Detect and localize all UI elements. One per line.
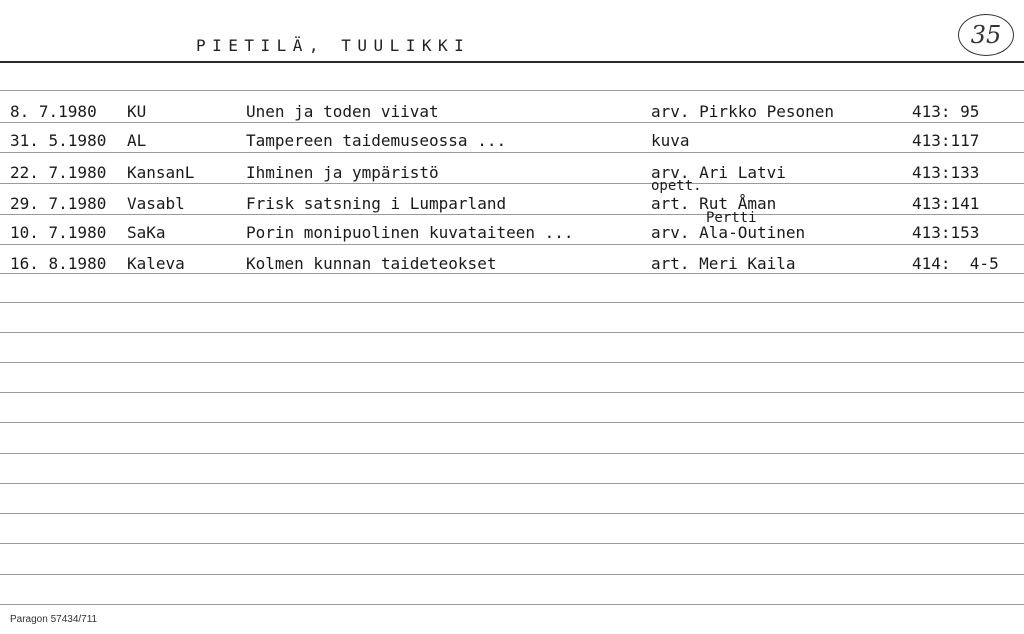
entry-note: opett. — [651, 178, 702, 194]
ruled-line — [0, 543, 1024, 544]
entry-title: Kolmen kunnan taideteokset — [246, 254, 497, 273]
entry-row — [0, 102, 1024, 132]
entry-role: art. Meri Kaila — [651, 254, 796, 273]
entry-note: Pertti — [706, 210, 757, 226]
ruled-line — [0, 90, 1024, 91]
ruled-line — [0, 453, 1024, 454]
entry-row — [0, 194, 1024, 224]
header-rule — [0, 61, 1024, 63]
entry-date: 16. 8.1980 — [10, 254, 107, 273]
entry-ref: 413:141 — [912, 194, 980, 213]
entry-title: Frisk satsning i Lumparland — [246, 194, 507, 213]
ruled-line — [0, 574, 1024, 575]
ruled-line — [0, 513, 1024, 514]
card-footer: Paragon 57434/711 — [10, 614, 98, 625]
entry-role: art. Rut Åman — [651, 194, 777, 213]
entry-date: 29. 7.1980 — [10, 194, 107, 213]
ruled-line — [0, 422, 1024, 423]
ruled-line — [0, 392, 1024, 393]
entry-ref: 413:117 — [912, 131, 980, 150]
entry-date: 10. 7.1980 — [10, 223, 107, 242]
ruled-line — [0, 332, 1024, 333]
entry-role: arv. Pirkko Pesonen — [651, 102, 835, 121]
entry-ref: 413:133 — [912, 163, 980, 182]
ruled-line — [0, 604, 1024, 605]
entry-role: arv. Ari Latvi — [651, 163, 786, 182]
entry-date: 22. 7.1980 — [10, 163, 107, 182]
ruled-line — [0, 483, 1024, 484]
entry-source: KU — [127, 102, 147, 121]
entry-title: Porin monipuolinen kuvataiteen ... — [246, 223, 574, 242]
entry-source: Kaleva — [127, 254, 185, 273]
card-number: 35 — [958, 14, 1014, 56]
entry-row — [0, 223, 1024, 253]
entry-date: 8. 7.1980 — [10, 102, 97, 121]
ruled-line — [0, 302, 1024, 303]
entry-source: SaKa — [127, 223, 166, 242]
entry-ref: 413: 95 — [912, 102, 980, 121]
entry-title: Ihminen ja ympäristö — [246, 163, 439, 182]
entry-role: arv. Ala-Outinen — [651, 223, 806, 242]
entry-date: 31. 5.1980 — [10, 131, 107, 150]
card-title: PIETILÄ, TUULIKKI — [196, 36, 471, 55]
entry-row — [0, 131, 1024, 161]
ruled-line — [0, 362, 1024, 363]
entry-ref: 413:153 — [912, 223, 980, 242]
entry-source: Vasabl — [127, 194, 185, 213]
entry-ref: 414: 4-5 — [912, 254, 999, 273]
entry-title: Tampereen taidemuseossa ... — [246, 131, 507, 150]
entry-source: AL — [127, 131, 147, 150]
entry-role: kuva — [651, 131, 690, 150]
entry-title: Unen ja toden viivat — [246, 102, 439, 121]
entry-row — [0, 163, 1024, 193]
entry-source: KansanL — [127, 163, 195, 182]
entry-row — [0, 254, 1024, 284]
